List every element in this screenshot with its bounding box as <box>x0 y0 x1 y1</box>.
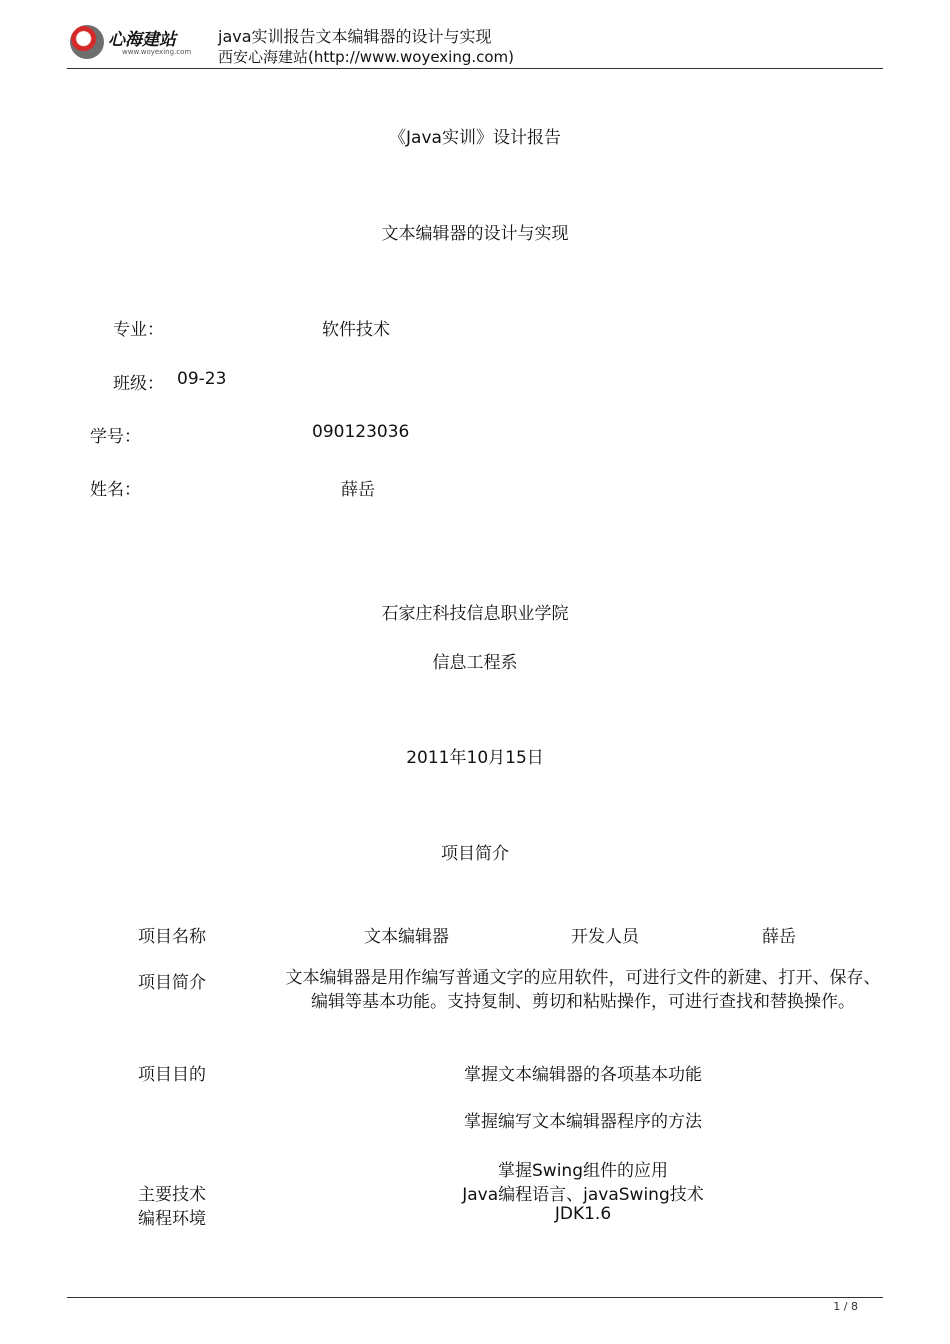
major-value: 软件技术 <box>322 320 390 340</box>
header-divider <box>67 68 883 69</box>
project-name-label: 项目名称 <box>138 927 206 947</box>
project-intro-text: 文本编辑器是用作编写普通文字的应用软件，可进行文件的新建、打开、保存、编辑等基本功能。支持复制、剪切和粘贴操作，可进行查找和替换操作。 <box>285 968 881 1012</box>
name-label: 姓名： <box>90 480 141 500</box>
project-intro-label: 项目简介 <box>138 973 206 993</box>
header-subtitle: 西安心海建站(http://www.woyexing.com) <box>218 48 515 66</box>
page-number: 1 / 8 <box>833 1300 858 1313</box>
goal-item: 掌握Swing组件的应用 <box>498 1161 668 1181</box>
school-name: 石家庄科技信息职业学院 <box>381 604 569 624</box>
class-value: 09-23 <box>177 369 227 389</box>
developer-label: 开发人员 <box>571 927 639 947</box>
site-logo <box>70 22 200 62</box>
developer-value: 薛岳 <box>762 927 796 947</box>
project-name-value: 文本编辑器 <box>364 927 449 947</box>
department-name: 信息工程系 <box>432 653 518 673</box>
name-value: 薛岳 <box>341 480 375 500</box>
major-label: 专业： <box>113 320 164 340</box>
class-label: 班级： <box>113 374 164 394</box>
report-title: 《Java实训》设计报告 <box>389 128 561 148</box>
project-goal-label: 项目目的 <box>138 1065 206 1085</box>
goal-item: 掌握编写文本编辑器程序的方法 <box>464 1112 702 1132</box>
student-id-value: 090123036 <box>312 422 410 442</box>
logo-text: 心海建站 <box>108 30 176 50</box>
environment-value: JDK1.6 <box>554 1204 612 1224</box>
project-title: 文本编辑器的设计与实现 <box>381 224 569 244</box>
main-tech-label: 主要技术 <box>138 1185 206 1205</box>
header-title: java实训报告文本编辑器的设计与实现 <box>218 27 492 46</box>
student-id-label: 学号： <box>90 427 141 447</box>
goal-item: 掌握文本编辑器的各项基本功能 <box>464 1065 702 1085</box>
logo-icon <box>70 25 104 59</box>
report-date: 2011年10月15日 <box>406 748 544 768</box>
footer-divider <box>67 1297 883 1298</box>
main-tech-value: Java编程语言、javaSwing技术 <box>462 1185 704 1205</box>
logo-url: www.woyexing.com <box>122 48 192 56</box>
intro-heading: 项目简介 <box>441 844 509 864</box>
environment-label: 编程环境 <box>138 1209 206 1229</box>
